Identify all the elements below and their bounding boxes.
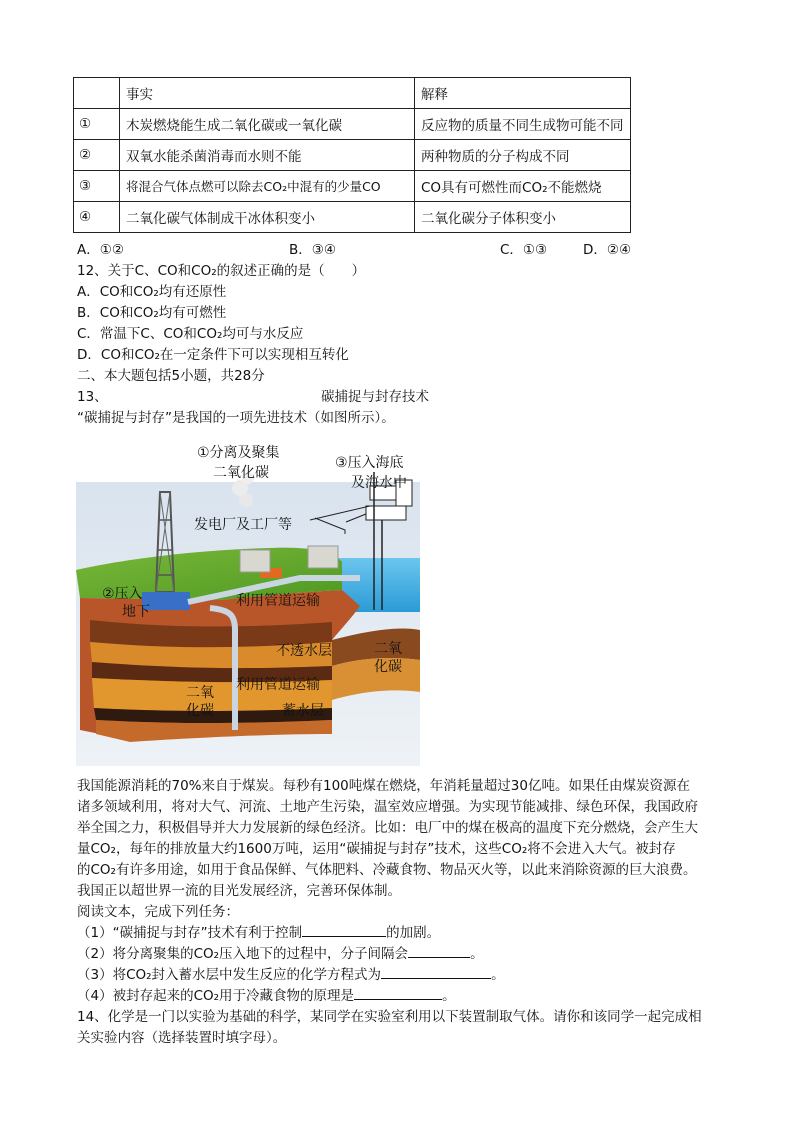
figure-label: 二氧 xyxy=(186,685,214,701)
q13-title: 碳捕捉与封存技术 xyxy=(321,389,429,405)
passage-line: 我国能源消耗的70%来自于煤炭。每秒有100吨煤在燃烧，年消耗量超过30亿吨。如果任由煤炭资源在 xyxy=(77,778,690,794)
q13-passage xyxy=(77,776,717,1049)
figure-label: 地下 xyxy=(122,604,150,620)
passage-line: 量CO₂，每年的排放量大约1600万吨，运用“碳捕捉与封存”技术，这些CO₂将不会进入大气。被封存 xyxy=(77,841,676,857)
table-cell: ③ xyxy=(74,171,120,202)
figure-label: 利用管道运输 xyxy=(236,677,320,693)
task-text: （3）将CO₂封入蓄水层中发生反应的化学方程式为 xyxy=(77,967,382,983)
table-cell: 双氧水能杀菌消毒而水则不能 xyxy=(120,140,415,171)
task-text: 的加剧。 xyxy=(386,925,441,941)
answer-blank[interactable] xyxy=(381,966,491,979)
q13-intro: “碳捕捉与封存”是我国的一项先进技术（如图所示）。 xyxy=(77,410,395,426)
table-row xyxy=(74,140,631,171)
q11-option-c: C．①③ xyxy=(500,242,548,258)
table-cell: 将混合气体点燃可以除去CO₂中混有的少量CO xyxy=(120,171,415,202)
figure-label: 蓄水层 xyxy=(282,703,324,719)
q11-option-d: D．②④ xyxy=(583,242,632,258)
task-line xyxy=(77,923,717,944)
q12-option-b: B．CO和CO₂均有可燃性 xyxy=(77,305,227,321)
answer-blank[interactable] xyxy=(408,945,470,958)
facts-table xyxy=(73,77,631,233)
table-header-cell: 解释 xyxy=(415,78,631,109)
figure-label: 利用管道运输 xyxy=(236,593,320,609)
figure-label: 不透水层 xyxy=(276,643,332,659)
table-row xyxy=(74,171,631,202)
task-line xyxy=(77,944,717,965)
passage-line: 诸多领域利用，将对大气、河流、土地产生污染，温室效应增强。为实现节能减排、绿色环保，我国政府 xyxy=(77,799,698,815)
q12-option-a: A．CO和CO₂均有还原性 xyxy=(77,284,227,300)
figure-label: 及海水中 xyxy=(351,475,407,491)
table-row xyxy=(74,202,631,233)
table-header-row xyxy=(74,78,631,109)
task-intro: 阅读文本，完成下列任务： xyxy=(77,904,239,920)
table-cell: 二氧化碳分子体积变小 xyxy=(415,202,631,233)
task-text: 。 xyxy=(491,967,505,983)
passage-line: 的CO₂有许多用途，如用于食品保鲜、气体肥料、冷藏食物、物品灭火等，以此来消除资源的巨大浪费。 xyxy=(77,862,697,878)
table-cell: 反应物的质量不同生成物可能不同 xyxy=(415,109,631,140)
table-cell: ④ xyxy=(74,202,120,233)
figure-label: 发电厂及工厂等 xyxy=(194,517,292,533)
carbon-capture-figure xyxy=(70,430,450,770)
q12-option-d: D．CO和CO₂在一定条件下可以实现相互转化 xyxy=(77,347,349,363)
table-header-cell xyxy=(74,78,120,109)
table-cell: 二氧化碳气体制成干冰体积变小 xyxy=(120,202,415,233)
q14-line: 关实验内容（选择装置时填字母）。 xyxy=(77,1030,287,1046)
q14-line: 14、化学是一门以实验为基础的科学，某同学在实验室利用以下装置制取气体。请你和该同学一起完成相 xyxy=(77,1009,702,1025)
task-line xyxy=(77,965,717,986)
task-text: 。 xyxy=(470,946,484,962)
q12-stem: 12、关于C、CO和CO₂的叙述正确的是（ ） xyxy=(77,263,366,279)
passage-line: 我国正以超世界一流的目光发展经济，完善环保体制。 xyxy=(77,883,401,899)
figure-label: 化碳 xyxy=(186,703,214,719)
table-row xyxy=(74,109,631,140)
figure-label: ③压入海底 xyxy=(335,455,404,471)
table-cell: 木炭燃烧能生成二氧化碳或一氧化碳 xyxy=(120,109,415,140)
answer-blank[interactable] xyxy=(354,987,442,1000)
table-cell: ① xyxy=(74,109,120,140)
figure-label: ①分离及聚集 xyxy=(197,445,280,461)
task-line xyxy=(77,986,717,1007)
section-heading: 二、本大题包括5小题，共28分 xyxy=(77,368,265,384)
figure-label: 二氧 xyxy=(374,641,402,657)
figure-label: 二氧化碳 xyxy=(213,465,269,481)
figure-label: 化碳 xyxy=(374,659,402,675)
table-header-cell: 事实 xyxy=(120,78,415,109)
task-text: 。 xyxy=(442,988,456,1004)
table-cell: CO具有可燃性而CO₂不能燃烧 xyxy=(415,171,631,202)
figure-label: ②压入 xyxy=(102,586,143,602)
q11-option-a: A．①② xyxy=(77,242,124,258)
passage-line: 举全国之力，积极倡导并大力发展新的绿色经济。比如：电厂中的煤在极高的温度下充分燃烧，会产生大 xyxy=(77,820,698,836)
q12-option-c: C．常温下C、CO和CO₂均可与水反应 xyxy=(77,326,304,342)
q13-number: 13、 xyxy=(77,389,108,405)
task-text: （4）被封存起来的CO₂用于冷藏食物的原理是 xyxy=(77,988,355,1004)
task-text: （2）将分离聚集的CO₂压入地下的过程中，分子间隔会 xyxy=(77,946,409,962)
answer-blank[interactable] xyxy=(302,924,386,937)
q11-option-b: B．③④ xyxy=(289,242,336,258)
table-cell: ② xyxy=(74,140,120,171)
task-text: （1）“碳捕捉与封存”技术有利于控制 xyxy=(77,925,303,941)
table-cell: 两种物质的分子构成不同 xyxy=(415,140,631,171)
